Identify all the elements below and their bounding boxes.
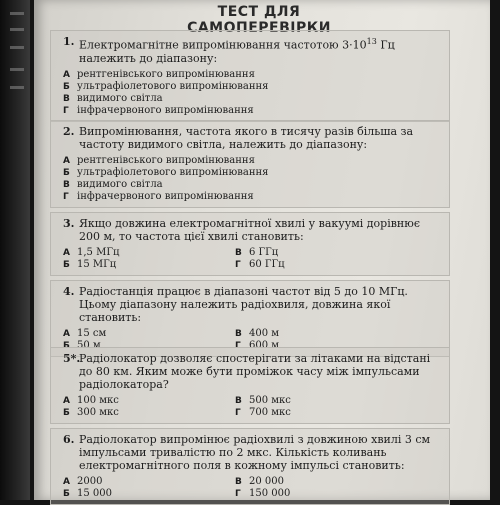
question-number: 6.	[63, 433, 75, 446]
question-5	[50, 347, 450, 424]
book-page	[34, 0, 490, 500]
option-v: В 400 м	[235, 328, 280, 339]
question-1	[50, 30, 450, 122]
question-6-options	[63, 476, 439, 500]
option-a: А 100 мкс	[63, 395, 119, 406]
question-number: 3.	[63, 217, 75, 230]
question-2-text: 2. Випромінювання, частота якого в тисячу разів більша за частоту видимого світла, належить до діапазону:	[63, 125, 414, 151]
option-b: Б ультрафіолетового випромінювання	[63, 80, 269, 92]
option-g: Г 150 000	[235, 488, 291, 499]
question-3	[50, 212, 450, 276]
question-number: 5*.	[63, 352, 81, 365]
option-b: Б 15 000	[63, 488, 112, 499]
option-v: В 6 ГГц	[235, 247, 279, 258]
page-title: ТЕСТ ДЛЯ САМОПЕРЕВІРКИ	[187, 4, 331, 36]
question-number: 1.	[63, 35, 75, 48]
question-1-text: 1. Електромагнітне випромінювання частотою $3\cdot 10^{13}$ Гц належить до діапазону:	[63, 35, 395, 65]
option-v: В видимого світла	[63, 92, 163, 104]
question-number: 4.	[63, 285, 75, 298]
option-a: А 15 см	[63, 328, 107, 339]
option-b: Б 50 м	[63, 340, 101, 351]
question-1-options	[63, 69, 439, 117]
question-3-text: 3. Якщо довжина електромагнітної хвилі у вакуумі дорівнює 200 м, то частота цієї хвилі становить:	[63, 217, 420, 243]
question-2-options	[63, 155, 439, 203]
option-g: Г інфрачервоного випромінювання	[63, 191, 254, 202]
option-b: Б ультрафіолетового випромінювання	[63, 167, 269, 178]
question-4	[50, 280, 450, 357]
question-2	[50, 120, 450, 208]
option-a: А 1,5 МГц	[63, 247, 120, 258]
option-b: Б 300 мкс	[63, 407, 119, 418]
option-v: В 20 000	[235, 476, 284, 487]
question-5-options	[63, 395, 439, 419]
option-a: А рентгенівського випромінювання	[63, 68, 255, 80]
question-6	[50, 428, 450, 505]
option-g: Г 600 м	[235, 340, 280, 351]
question-6-text: 6. Радіолокатор випромінює радіохвилі з довжиною хвилі 3 см імпульсами тривалістю по 2 мкс. Кількість коливань електромагнітного поля в кожному імпульсі становить:	[63, 433, 431, 472]
question-5-text: 5*. Радіолокатор дозволяє спостерігати за літаками на відстані до 80 км. Яким може бути проміжок часу між імпульсами радіолокатора?	[63, 352, 431, 391]
option-g: Г 700 мкс	[235, 407, 291, 418]
option-v: В 500 мкс	[235, 395, 291, 406]
adjacent-page-strip	[0, 0, 30, 500]
option-g: Г 60 ГГц	[235, 259, 285, 270]
option-a: А рентгенівського випромінювання	[63, 155, 255, 166]
option-g: Г інфрачервоного випромінювання	[63, 104, 254, 116]
option-a: А 2000	[63, 476, 103, 487]
question-3-options	[63, 247, 439, 271]
question-4-text: 4. Радіостанція працює в діапазоні частот від 5 до 10 МГц. Цьому діапазону належить радіохвиля, довжина якої становить:	[63, 285, 408, 324]
option-v: В видимого світла	[63, 179, 163, 190]
option-b: Б 15 МГц	[63, 259, 117, 270]
question-number: 2.	[63, 125, 75, 138]
